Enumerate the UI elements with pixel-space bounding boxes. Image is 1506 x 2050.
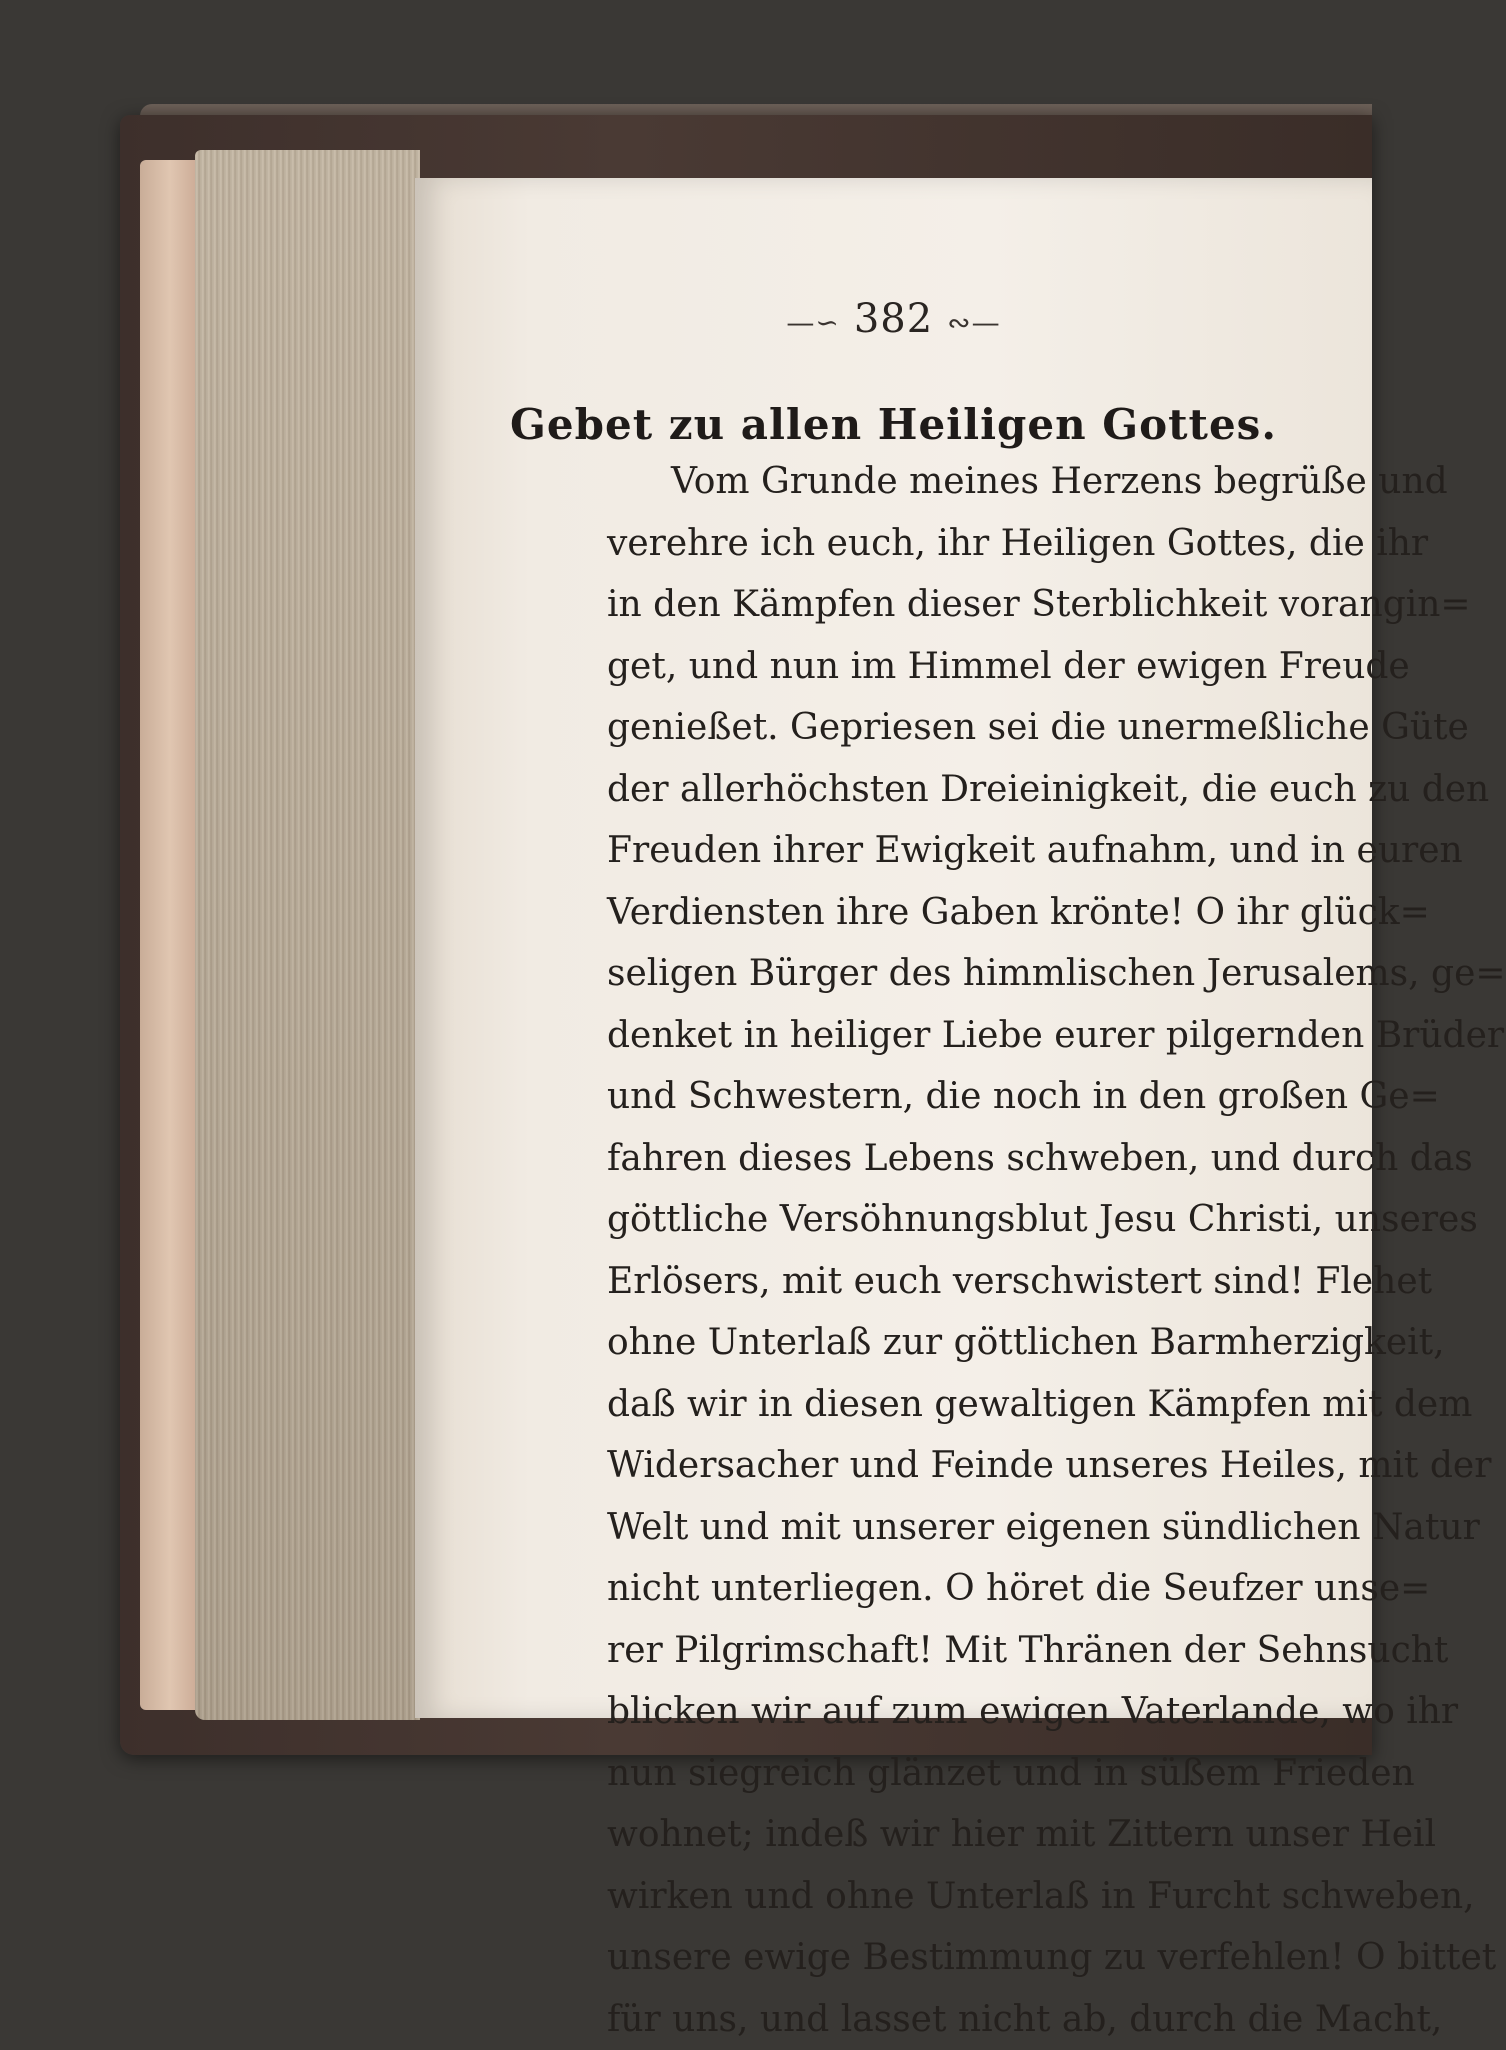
text-line: seligen Bürger des himmlischen Jerusalems, ge=: [607, 943, 1347, 1005]
text-line: genießet. Gepriesen sei die unermeßliche Güte: [607, 697, 1347, 759]
text-line: rer Pilgrimschaft! Mit Thränen der Sehnsucht: [607, 1620, 1347, 1682]
text-line: Vom Grunde meines Herzens begrüße und: [607, 451, 1347, 513]
text-line: Freuden ihrer Ewigkeit aufnahm, und in euren: [607, 820, 1347, 882]
back-page-edges: [140, 160, 200, 1710]
text-line: unsere ewige Bestimmung zu verfehlen! O bittet: [607, 1927, 1347, 1989]
text-line: nun siegreich glänzet und in süßem Frieden: [607, 1743, 1347, 1805]
text-line: ohne Unterlaß zur göttlichen Barmherzigkeit,: [607, 1312, 1347, 1374]
text-line: denket in heiliger Liebe eurer pilgernden Brüder: [607, 1005, 1347, 1067]
book-page: [415, 178, 1372, 1718]
text-line: für uns, und lasset nicht ab, durch die Macht,: [607, 1989, 1347, 2050]
page-header: [415, 296, 1372, 342]
text-line: Verdiensten ihre Gaben krönte! O ihr glück=: [607, 882, 1347, 944]
text-line: wirken und ohne Unterlaß in Furcht schweben,: [607, 1866, 1347, 1928]
prayer-title: Gebet zu allen Heiligen Gottes.: [415, 400, 1372, 449]
text-line: get, und nun im Himmel der ewigen Freude: [607, 636, 1347, 698]
text-line: in den Kämpfen dieser Sterblichkeit vorangin=: [607, 574, 1347, 636]
ornament-left: —∽: [786, 306, 839, 339]
text-line: und Schwestern, die noch in den großen Ge=: [607, 1066, 1347, 1128]
ornament-right: ∾—: [947, 306, 1000, 339]
page-number: 382: [854, 296, 933, 342]
text-line: fahren dieses Lebens schweben, und durch das: [607, 1128, 1347, 1190]
text-line: der allerhöchsten Dreieinigkeit, die euch zu den: [607, 759, 1347, 821]
text-line: Widersacher und Feinde unseres Heiles, mit der: [607, 1435, 1347, 1497]
text-line: nicht unterliegen. O höret die Seufzer unse=: [607, 1558, 1347, 1620]
text-line: verehre ich euch, ihr Heiligen Gottes, die ihr: [607, 513, 1347, 575]
page-block-edges: [195, 150, 420, 1720]
text-line: Erlösers, mit euch verschwistert sind! Flehet: [607, 1251, 1347, 1313]
text-line: Welt und mit unserer eigenen sündlichen Natur: [607, 1497, 1347, 1559]
text-line: wohnet; indeß wir hier mit Zittern unser Heil: [607, 1804, 1347, 1866]
text-line: blicken wir auf zum ewigen Vaterlande, wo ihr: [607, 1681, 1347, 1743]
text-line: göttliche Versöhnungsblut Jesu Christi, unseres: [607, 1189, 1347, 1251]
prayer-body: [607, 451, 1347, 2050]
text-line: daß wir in diesen gewaltigen Kämpfen mit dem: [607, 1374, 1347, 1436]
